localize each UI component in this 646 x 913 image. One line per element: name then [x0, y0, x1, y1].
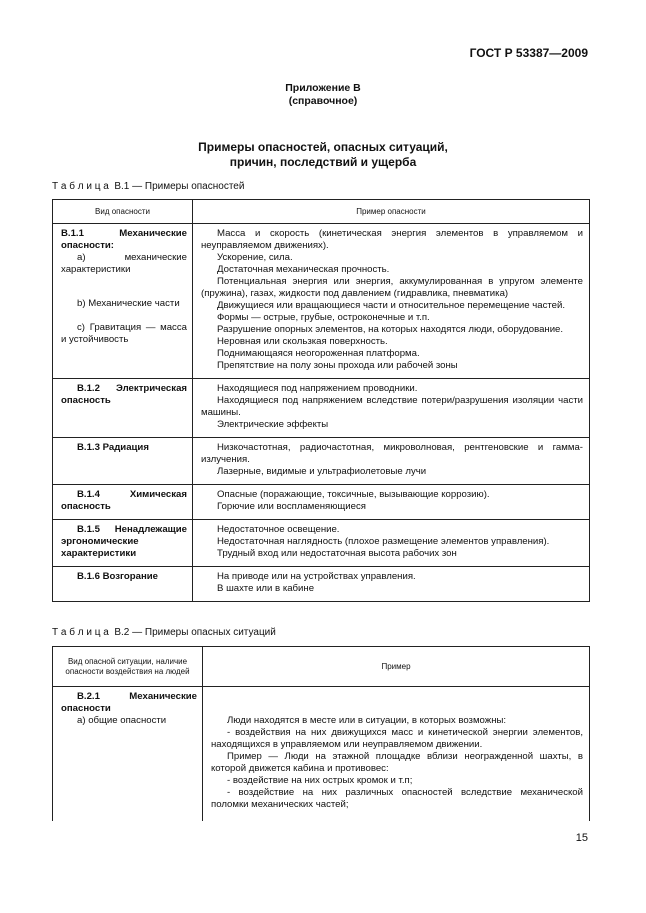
example-line: Опасные (поражающие, токсичные, вызывающие коррозию).	[217, 489, 490, 500]
example-line: Люди находятся в месте или в ситуации, в которых возможны:	[227, 715, 507, 726]
table-row	[53, 485, 590, 520]
hazard-type-cell	[53, 485, 193, 520]
example-line: Препятствие на полу зоны прохода или рабочей зоны	[217, 360, 458, 371]
example-line: - воздействие на них различных опасностей вследствие механической поломки механических частей;	[211, 787, 583, 810]
situation-example-cell	[203, 687, 590, 822]
hazard-heading: В.1.1 Механические опасности:	[61, 228, 187, 251]
example-line: Находящиеся под напряжением вследствие потери/разрушения изоляции части машины.	[201, 395, 583, 418]
table-row	[53, 567, 590, 602]
table1-caption: Т а б л и ц а В.1 — Примеры опасностей	[52, 181, 245, 192]
situation-subtype: а) общие опасности	[77, 715, 167, 726]
appendix-heading	[0, 82, 646, 108]
appendix-note: (справочное)	[288, 95, 358, 107]
hazard-type-cell	[53, 224, 193, 379]
hazard-example-cell	[193, 485, 590, 520]
hazard-heading: В.1.5 Ненадлежащие эргономические характеристики	[61, 524, 187, 559]
example-line: Низкочастотная, радиочастотная, микроволновая, рентгеновские и гамма-излучения.	[201, 442, 583, 465]
hazard-example-cell	[193, 379, 590, 438]
example-line: На приводе или на устройствах управления.	[217, 571, 416, 582]
example-line: Потенциальная энергия или энергия, аккумулированная в упругом элементе (пружина), газах, жидкости под давлением (гидравлика, пневматика)	[201, 276, 583, 299]
page-title-line1: Примеры опасностей, опасных ситуаций,	[198, 140, 448, 154]
hazard-heading: В.1.6 Возгорание	[77, 571, 158, 582]
example-line: Трудный вход или недостаточная высота рабочих зон	[217, 548, 457, 559]
table-row	[53, 687, 590, 822]
example-line: В шахте или в кабине	[217, 583, 315, 594]
hazard-subtype: b) Механические части	[77, 298, 180, 309]
table-hazardous-situations	[52, 646, 590, 821]
table-row	[53, 438, 590, 485]
example-line: Поднимающаяся неогороженная платформа.	[217, 348, 420, 359]
example-line: Пример — Люди на этажной площадке вблизи неогражденной шахты, в которой движется кабина и противовес:	[211, 751, 583, 774]
example-line: Находящиеся под напряжением проводники.	[217, 383, 418, 394]
hazard-subtype: а) механические характеристики	[61, 252, 187, 275]
page-number: 15	[575, 832, 588, 844]
situation-heading: В.2.1 Механические опасности	[61, 691, 197, 714]
page-title-line2: причин, последствий и ущерба	[229, 155, 417, 169]
example-line: - воздействие на них острых кромок и т.п;	[227, 775, 413, 786]
hazard-type-cell	[53, 567, 193, 602]
hazard-heading: В.1.3 Радиация	[77, 442, 149, 453]
example-line: Электрические эффекты	[217, 419, 329, 430]
example-line: Горючие или воспламеняющиеся	[217, 501, 366, 512]
example-line: - воздействия на них движущихся масс и кинетической энергии элементов, находящихся в управляемом или неуправляемом движении.	[211, 727, 583, 750]
standard-number: ГОСТ Р 53387—2009	[469, 46, 588, 60]
hazard-subtype: c) Гравитация — масса и устойчивость	[61, 322, 187, 345]
table2-header-row	[53, 647, 590, 687]
table-row	[53, 224, 590, 379]
example-line: Недостаточное освещение.	[217, 524, 340, 535]
hazard-example-cell	[193, 520, 590, 567]
example-line: Формы — острые, грубые, остроконечные и т.п.	[217, 312, 430, 323]
page-title	[0, 140, 646, 170]
hazard-type-cell	[53, 438, 193, 485]
hazard-example-cell	[193, 224, 590, 379]
situation-type-cell	[53, 687, 203, 822]
example-line: Масса и скорость (кинетическая энергия элементов в управляемом и неуправляемом движениях).	[201, 228, 583, 251]
appendix-title: Приложение В	[285, 82, 361, 94]
example-line: Недостаточная наглядность (плохое размещение элементов управления).	[217, 536, 550, 547]
example-line: Неровная или скользкая поверхность.	[217, 336, 388, 347]
hazard-heading: В.1.2 Электрическая опасность	[61, 383, 187, 406]
hazard-example-cell	[193, 567, 590, 602]
table1-col1-header: Вид опасности	[53, 200, 193, 224]
hazard-type-cell	[53, 520, 193, 567]
table1-col2-header: Пример опасности	[193, 200, 590, 224]
example-line: Ускорение, сила.	[217, 252, 293, 263]
table1-header-row	[53, 200, 590, 224]
hazard-heading: В.1.4 Химическая опасность	[61, 489, 187, 512]
hazard-example-cell	[193, 438, 590, 485]
table-hazards	[52, 199, 590, 602]
hazard-type-cell	[53, 379, 193, 438]
table2-col2-header: Пример	[203, 647, 590, 687]
example-line: Лазерные, видимые и ультрафиолетовые лучи	[217, 466, 427, 477]
table-row	[53, 379, 590, 438]
table2-col1-header: Вид опасной ситуации, наличие опасности воздействия на людей	[53, 647, 203, 687]
table2-caption: Т а б л и ц а В.2 — Примеры опасных ситуаций	[52, 627, 276, 638]
example-line: Движущиеся или вращающиеся части и относительное перемещение частей.	[217, 300, 566, 311]
table-row	[53, 520, 590, 567]
example-line: Достаточная механическая прочность.	[217, 264, 390, 275]
example-line: Разрушение опорных элементов, на которых находятся люди, оборудование.	[217, 324, 564, 335]
